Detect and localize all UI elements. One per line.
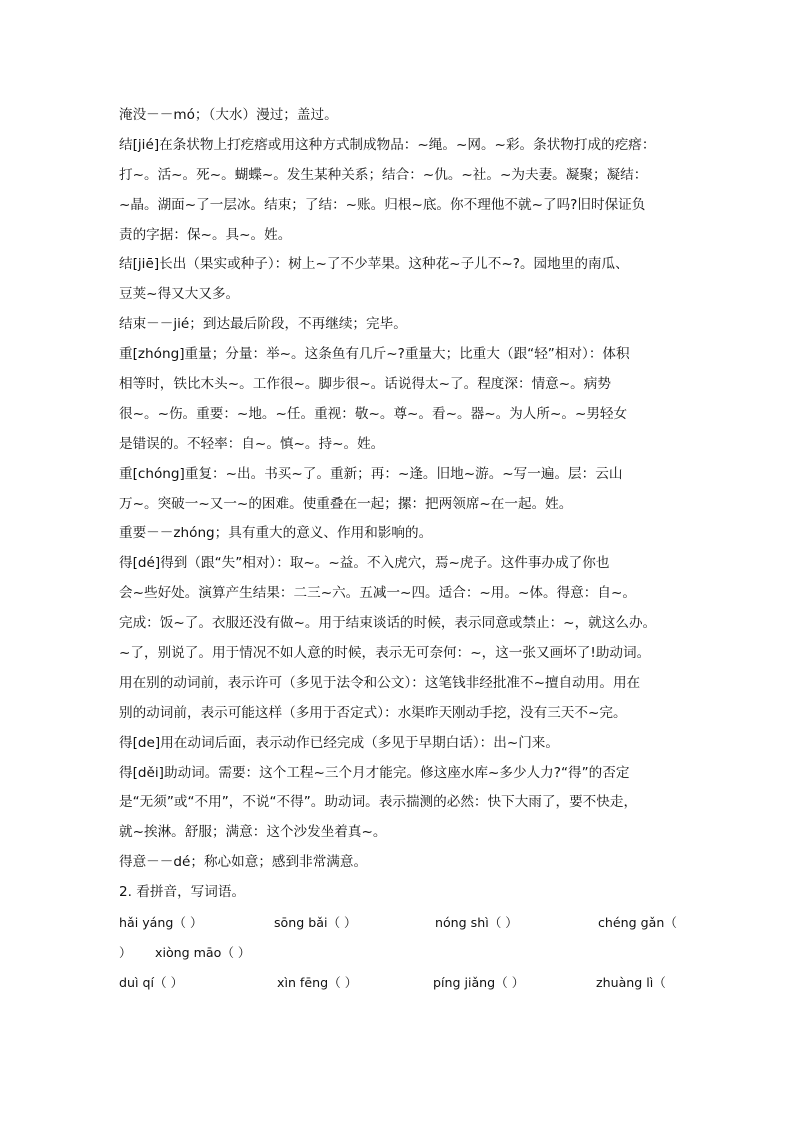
exercise-heading: 2. 看拼音，写词语。	[119, 884, 246, 901]
pinyin-item: píng jiǎng（ ）	[433, 974, 525, 990]
pinyin-item: xiòng māo（ ）	[155, 944, 251, 960]
text-line: 是“无须”或“不用”，不说“不得”。助动词。表示揣测的必然：快下大雨了，要不快走，	[119, 794, 638, 811]
pinyin-row-2	[119, 938, 689, 968]
text-line: 结[jié]在条状物上打疙瘩或用这种方式制成物品：~绳。~网。~彩。条状物打成的疙瘩：	[119, 136, 656, 153]
text-line: 得[děi]助动词。需要：这个工程~三个月才能完。修这座水库~多少人力?“得”的否定	[119, 764, 630, 781]
text-line: 会~些好处。演算产生结果：二三~六。五减一~四。适合：~用。~体。得意：自~。	[119, 585, 636, 602]
text-line: 责的字据：保~。具~。姓。	[119, 226, 292, 243]
text-line: 打~。活~。死~。蝴蝶~。发生某种关系；结合：~仇。~社。~为夫妻。凝聚；凝结：	[119, 166, 648, 183]
text-line: 豆荚~得又大又多。	[119, 286, 240, 303]
text-line: 结[jiē]长出（果实或种子）：树上~了不少苹果。这种花~子儿不~?。园地里的南瓜、	[119, 256, 629, 273]
text-line: 结束－－jié；到达最后阶段，不再继续；完毕。	[119, 316, 407, 333]
pinyin-row-1	[119, 908, 689, 938]
text-line: 重[zhóng]重量；分量：举~。这条鱼有几斤~?重量大；比重大（跟“轻”相对）：体积	[119, 346, 630, 363]
text-line: 用在别的动词前，表示许可（多见于法令和公文）：这笔钱非经批准不~擅自动用。用在	[119, 674, 641, 691]
text-line: 重要－－zhóng；具有重大的意义、作用和影响的。	[119, 525, 433, 542]
text-line: 重[chóng]重复：~出。书买~了。重新；再：~逢。旧地~游。~写一遍。层：云山	[119, 465, 623, 482]
text-line: 就~挨淋。舒服；满意：这个沙发坐着真~。	[119, 824, 387, 841]
text-line: 相等时，铁比木头~。工作很~。脚步很~。话说得太~了。程度深：情意~。病势	[119, 376, 611, 393]
text-line: 得[dé]得到（跟“失”相对）：取~。~益。不入虎穴，焉~虎子。这件事办成了你也	[119, 555, 610, 572]
text-line: 完成：饭~了。衣服还没有做~。用于结束谈话的时候，表示同意或禁止：~，就这么办。	[119, 615, 657, 632]
pinyin-item: zhuàng lì（	[596, 974, 666, 990]
pinyin-item: chéng gǎn（	[598, 915, 677, 931]
text-line: ~晶。湖面~了一层冰。结束；了结：~账。归根~底。你不理他不就~了吗?旧时保证负	[119, 196, 646, 213]
pinyin-item: xìn fēng（ ）	[277, 974, 358, 990]
pinyin-row-3	[119, 968, 689, 998]
text-line: 万~。突破一~又一~的困难。使重叠在一起；摞：把两领席~在一起。姓。	[119, 495, 573, 512]
text-line: 是错误的。不轻率：自~。慎~。持~。姓。	[119, 435, 385, 452]
pinyin-item: sōng bǎi（ ）	[274, 915, 357, 931]
text-line: 得[de]用在动词后面，表示动作已经完成（多见于早期白话）：出~门来。	[119, 734, 559, 751]
pinyin-item: ）	[119, 944, 132, 960]
text-line: 淹没－－mó；（大水）漫过；盖过。	[119, 107, 338, 123]
text-body	[119, 101, 689, 998]
pinyin-item: nóng shì（ ）	[435, 915, 518, 931]
text-line: 很~。~伤。重要：~地。~任。重视：敬~。尊~。看~。器~。为人所~。~男轻女	[119, 405, 628, 422]
pinyin-item: duì qí（ ）	[119, 974, 184, 990]
text-line: 别的动词前，表示可能这样（多用于否定式）：水渠昨天刚动手挖，没有三天不~完。	[119, 704, 627, 721]
pinyin-item: hǎi yáng（ ）	[119, 915, 203, 931]
text-line: 得意－－dé；称心如意；感到非常满意。	[119, 854, 368, 871]
text-line: ~了，别说了。用于情况不如人意的时候，表示无可奈何：~，这一张又画坏了!助动词。	[119, 645, 651, 662]
